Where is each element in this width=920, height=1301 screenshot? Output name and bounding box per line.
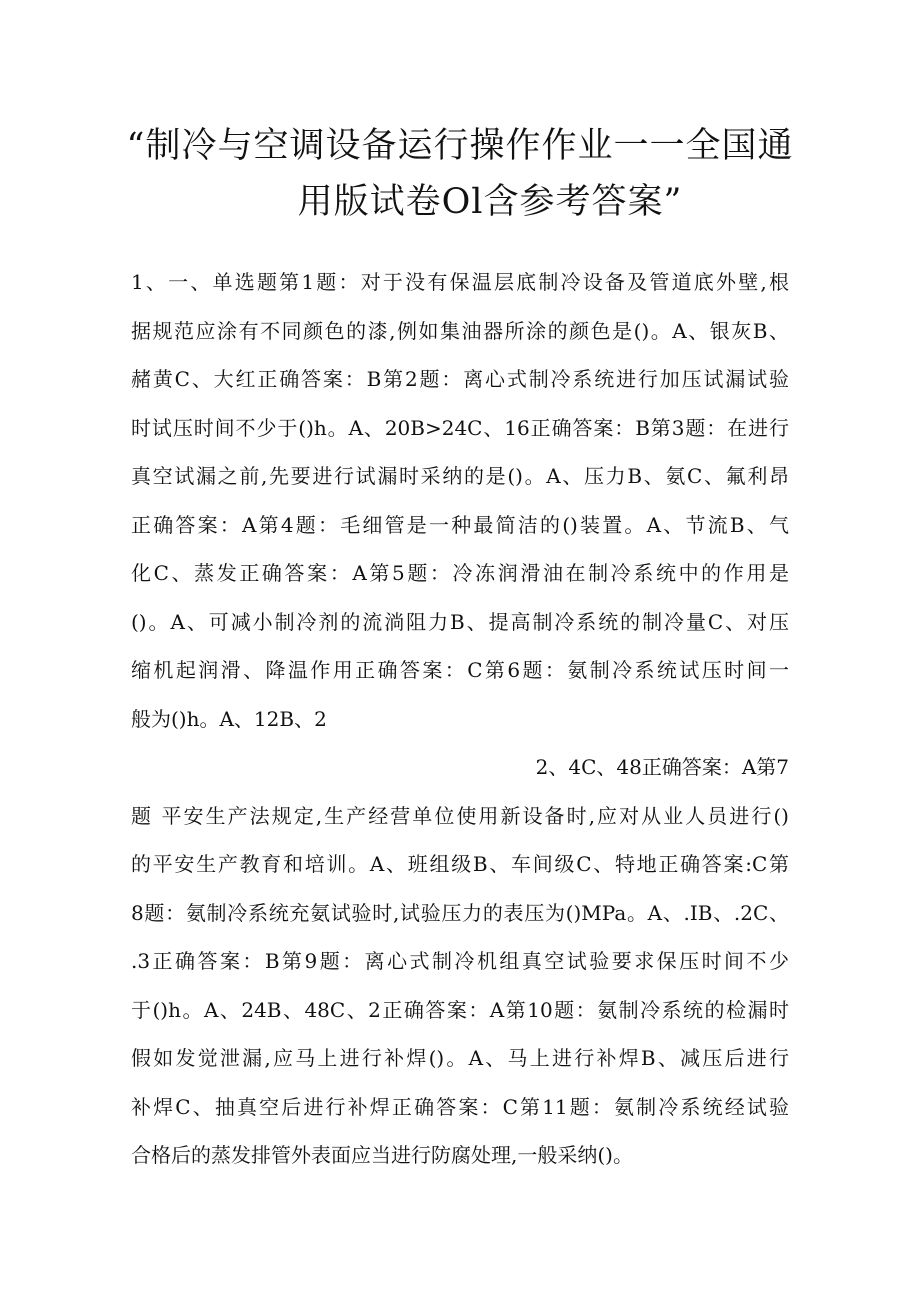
text-line: 正确答案：A第4题：毛细管是一种最简洁的()装置。A、节流B、气 xyxy=(131,512,789,537)
text-line: 8题：氨制冷系统充氨试验时,试验压力的表压为()MPa。A、.IB、.2C、 xyxy=(131,900,789,925)
text-line: 于()h。A、24B、48C、2正确答案：A第10题：氨制冷系统的检漏时 xyxy=(131,997,789,1022)
text-line: 时试压时间不少于()h。A、20B>24C、16正确答案：B第3题：在进行 xyxy=(131,415,789,440)
text-line: 的平安生产教育和培训。A、班组级B、车间级C、特地正确答案:C第 xyxy=(131,852,789,876)
text-line: ()。A、可减小制冷剂的流淌阻力B、提高制冷系统的制冷量C、对压 xyxy=(131,609,789,634)
text-line: 题 平安生产法规定,生产经营单位使用新设备时,应对从业人员进行() xyxy=(131,803,789,828)
text-line: 1、一、单选题第1题：对于没有保温层底制冷设备及管道底外壁,根 xyxy=(131,270,789,294)
document-title xyxy=(120,118,800,230)
text-line: 赭黄C、大红正确答案：B第2题：离心式制冷系统进行加压试漏试验 xyxy=(131,367,789,391)
paragraph-2 xyxy=(131,747,789,1184)
text-line: 据规范应涂有不同颜色的漆,例如集油器所涂的颜色是()。A、银灰B、 xyxy=(131,318,789,343)
text-line: 合格后的蒸发排管外表面应当进行防腐处理,一般采纳()。 xyxy=(131,1143,633,1167)
text-line: 补焊C、抽真空后进行补焊正确答案：C第11题：氨制冷系统经试验 xyxy=(131,1094,789,1119)
title-line-1: “制冷与空调设备运行操作作业一一全国通 xyxy=(126,126,794,166)
document-body xyxy=(131,262,789,1184)
text-line: .3正确答案：B第9题：离心式制冷机组真空试验要求保压时间不少 xyxy=(131,949,789,973)
text-line: 真空试漏之前,先要进行试漏时采纳的是()。A、压力B、氨C、氟利昂 xyxy=(131,464,789,488)
text-line: 假如发觉泄漏,应马上进行补焊()。A、马上进行补焊B、减压后进行 xyxy=(131,1046,789,1070)
text-line: 缩机起润滑、降温作用正确答案：C第6题：氨制冷系统试压时间一 xyxy=(131,658,789,682)
text-line: 化C、蒸发正确答案：A第5题：冷冻润滑油在制冷系统中的作用是 xyxy=(131,561,789,585)
paragraph-1 xyxy=(131,262,789,747)
text-line: 2、4C、48正确答案：A第7 xyxy=(535,755,789,779)
title-line-2: 用版试卷Ol含参考答案” xyxy=(297,182,683,222)
text-line: 般为()h。A、12B、2 xyxy=(131,706,327,731)
